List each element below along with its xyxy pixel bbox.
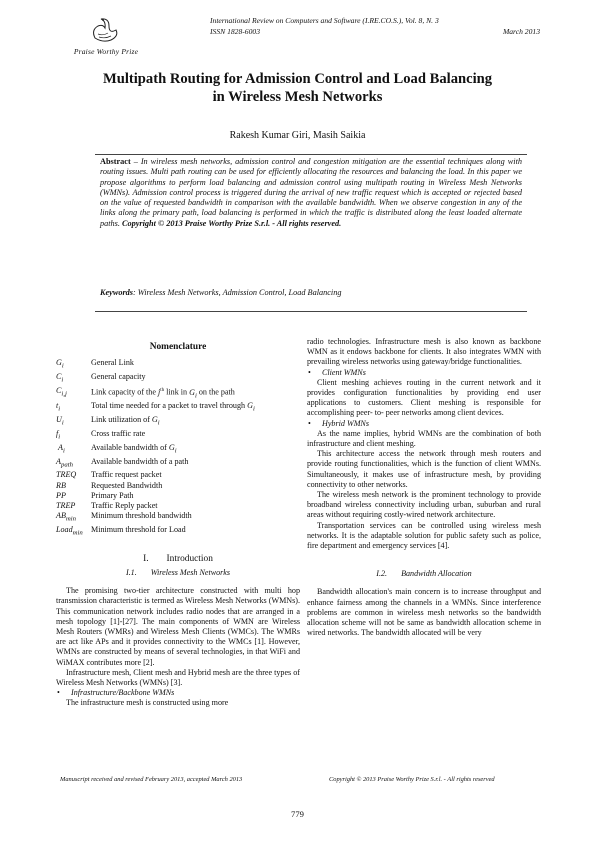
nom-definition: Available bandwidth of a path [91,456,189,466]
bullet-icon: • [308,367,311,377]
nomenclature-row [56,481,300,491]
nom-symbol: $AB_{min}$ [56,511,77,523]
paragraph: The wireless mesh network is the prominent technology to provide broadband wireless connectivity including urban, suburban and rural areas without requiring costly-wired network architecture. [307,490,541,520]
nom-symbol: $C_i$ [56,372,64,384]
journal-name: International Review on Computers and Software (I.RE.CO.S.), Vol. 8, N. 3 [210,16,439,25]
nom-symbol: $C_{i,j}$ [56,385,67,398]
issn: ISSN 1828-6003 [210,26,260,36]
nom-definition: Minimum threshold for Load [91,525,186,535]
nom-symbol: PP [56,490,66,500]
nom-definition: Link utilization of $G_i$ [91,415,160,427]
nomenclature-row [56,525,300,539]
paper-title [40,70,555,106]
keywords-label: Keywords [100,288,133,297]
page-number: 779 [291,809,304,819]
nom-symbol: TREQ [56,470,77,480]
nom-definition: Primary Path [91,490,134,500]
right-column [307,337,541,638]
bullet-icon: • [308,418,311,428]
nom-definition: General capacity [91,372,146,382]
nomenclature-row [56,501,300,511]
nom-definition: Minimum threshold bandwidth [91,511,192,521]
nom-symbol: $A_{path}$ [56,456,73,469]
section-number: I. [143,553,149,564]
bullet-item [56,688,300,698]
keywords [100,288,522,297]
paragraph: As the name implies, hybrid WMNs are the combination of both infrastructure and client meshing. [307,428,541,449]
subsection-heading [56,568,300,578]
nom-symbol: $t_i$ [56,401,61,413]
nomenclature-list [56,358,300,539]
paragraph: radio technologies. Infrastructure mesh is also known as backbone WMN as it endows backbone for clients. It also integrates WMN with prevailing wireless networks using gateway/bridge functionalities. [307,337,541,367]
nom-definition: Cross traffic rate [91,428,146,438]
nom-definition: Link capacity of the $j^{th}$ link in $G_i$ on the path [91,387,235,400]
abstract [100,157,522,229]
paragraph: Infrastructure mesh, Client mesh and Hybrid mesh are the three types of Wireless Mesh Networks (WMNs) [3]. [56,667,300,688]
footer-copyright: Copyright © 2013 Praise Worthy Prize S.r.l. - All rights reserved [329,776,495,783]
bottom-rule [95,311,527,312]
paragraph: Bandwidth allocation's main concern is to increase throughput and enhance fairness among the channels in a WMNs. Since interference problems are common in wireless mesh networks so the bandwidth allocation scheme will not be same as bandwidth allocation scheme in wired networks. The bandwidth allocated will be very [307,587,541,638]
abstract-dash: – [130,157,141,166]
nom-symbol: RB [56,480,66,490]
section-title: Introduction [166,553,213,564]
subsection-number: I.2. [376,569,388,579]
nomenclature-row [56,358,300,372]
nomenclature-row [56,491,300,501]
nom-definition: Requested Bandwidth [91,480,163,490]
nom-symbol: $A_i$ [56,442,65,455]
nom-definition: Available bandwidth of $G_i$ [91,442,177,455]
top-rule [95,154,527,155]
subsection-title: Wireless Mesh Networks [150,568,231,578]
nomenclature-row [56,470,300,480]
bullet-label: Client WMNs [322,367,366,377]
logo-text: Praise Worthy Prize [73,47,139,56]
paragraph: Client meshing achieves routing in the current network and it provides configuration functionalities by providing end user applications to customers. Client meshing is responsible for accomplishing peer- to- peer networks among client devices. [307,377,541,418]
paragraph: Transportation services can be controlled using wireless mesh networks. It is the adaptable solution for public safety such as police, fire department and emergency services [4]. [307,520,541,551]
subsection-title: Bandwidth Allocation [401,569,472,579]
abstract-copyright: Copyright © 2013 Praise Worthy Prize S.r.l. - All rights reserved. [122,218,342,228]
swan-logo-icon [89,16,123,46]
nom-symbol: Load$_{min}$ [56,525,83,537]
nomenclature-row [56,386,300,402]
nomenclature-row [56,429,300,443]
authors: Rakesh Kumar Giri, Masih Saikia [229,130,366,141]
bullet-icon: • [57,688,60,698]
title-line-1: Multipath Routing for Admission Control and Load Balancing [102,71,493,87]
nom-symbol: $U_i$ [56,415,64,427]
paragraph: This architecture access the network through mesh routers and provide routing functionalities, which is the function of client WMNs. Simultaneously, it makes use of infrastructure mesh, by providing connectivity to other networks. [307,449,541,489]
abstract-label: Abstract [100,157,131,166]
nomenclature-row [56,457,300,471]
nom-symbol: $G_i$ [56,358,64,370]
nom-definition: Traffic Reply packet [91,501,158,510]
keywords-value: : Wireless Mesh Networks, Admission Control, Load Balancing [133,288,342,297]
nom-definition: General Link [91,358,134,368]
footer-manuscript-note: Manuscript received and revised February 2013, accepted March 2013 [60,776,243,783]
publisher-logo [58,16,154,56]
section-heading [56,554,300,564]
subsection-number: I.1. [125,568,137,578]
title-line-2: in Wireless Mesh Networks [212,89,383,105]
nomenclature-row [56,443,300,457]
bullet-item [307,368,541,378]
nomenclature-row [56,401,300,415]
nomenclature-row [56,415,300,429]
nom-definition: Traffic request packet [91,470,162,480]
nom-symbol: TREP [56,501,76,510]
journal-header [210,16,540,37]
paragraph: The promising two-tier architecture constructed with multi hop transmission characteristic is termed as Wireless Mesh Networks (WMNs). This communication network includes radio nodes that are arranged in a mesh topology [1]-[27]. The main components of WMN are Wireless Mesh Routers (WMRs) and Wireless Mesh Clients (WMCs). The WMRs are act like APs and it provides connectivity to the WMCs [1]. However, WMNs are constructed by means of several technologies, in that WiFi and WiMAX contributes more [2]. [56,586,300,667]
nom-symbol: $f_i$ [56,428,61,441]
nomenclature-row [56,372,300,386]
bullet-label: Hybrid WMNs [322,418,369,428]
nomenclature-title: Nomenclature [149,342,207,352]
abstract-text: In wireless mesh networks, admission control and congestion mitigation are the essential techniques along with routing issues. Multi path routing can be used for efficiently allocating the resources and balancing the load. In this paper we propose algorithms to perform load balancing and admission control using multipath routing in Wireless Mesh Networks (WMNs). Admission control process is triggered during the arrival of new traffic request which is accepted or rejected based on the value of requested bandwidth in comparison with the available bandwidth. When we observe congestion in any of the links along the primary path, load balancing is performed in which the traffic is distributed along the least loaded alternate paths. [100,157,523,228]
bullet-item [307,419,541,429]
nom-definition: Total time needed for a packet to travel through $G_i$ [91,401,255,413]
subsection-heading [307,569,541,579]
bullet-label: Infrastructure/Backbone WMNs [71,688,175,698]
issue-date: March 2013 [502,26,540,36]
paragraph: The infrastructure mesh is constructed using more [66,698,229,708]
nomenclature-row [56,511,300,525]
left-column [56,342,300,709]
